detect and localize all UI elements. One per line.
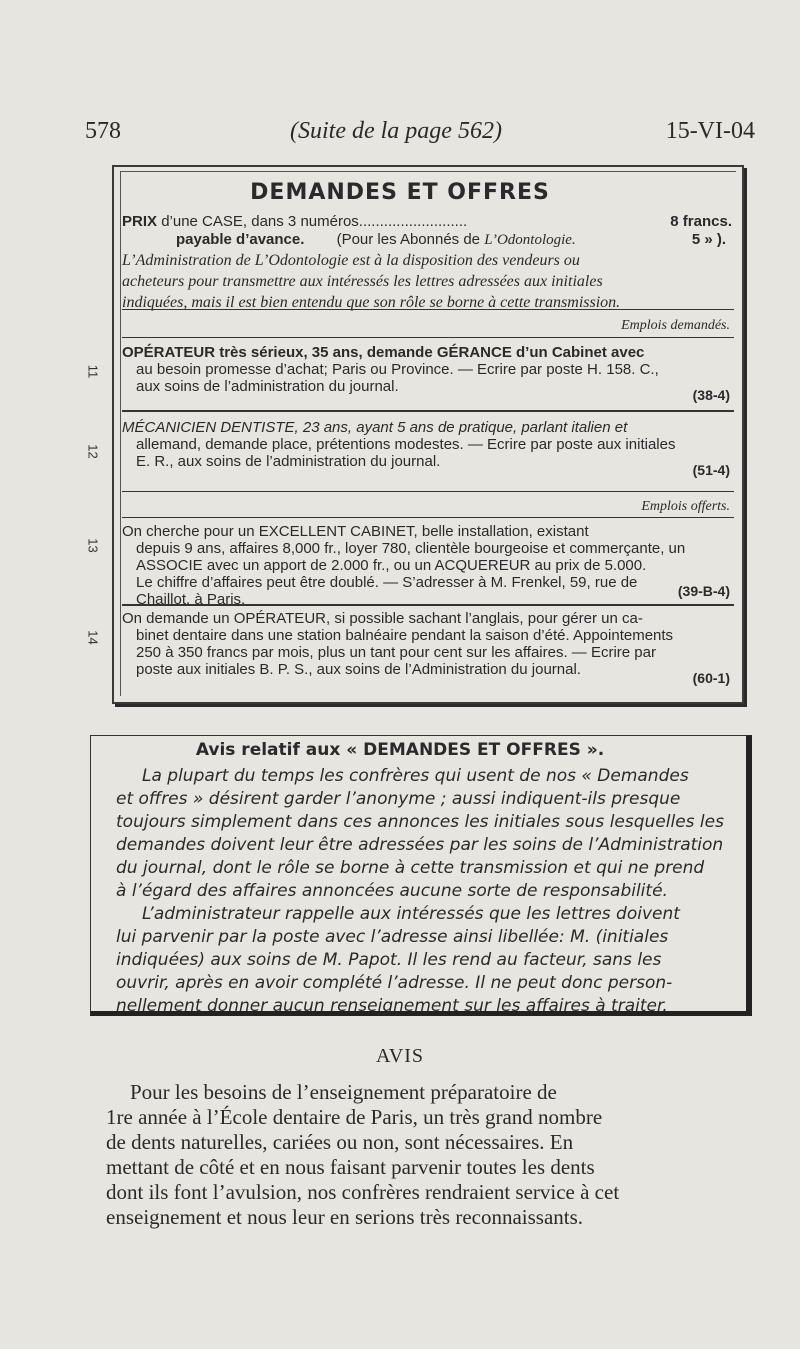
avis-line: enseignement et nous leur en serions très reconnaissants. (106, 1205, 584, 1229)
ad-code: (39-B-4) (677, 583, 730, 599)
notice-title: Avis relatif aux « DEMANDES ET OFFRES ». (195, 740, 605, 760)
administration-note (122, 250, 734, 313)
price-amount: 8 francs. (670, 213, 732, 230)
ad-line: aux soins de l’administration du journal. (136, 378, 399, 395)
side-number: 13 (85, 538, 101, 553)
price-label: PRIX (122, 213, 158, 230)
note-line: acheteurs pour transmettre aux intéressés les lettres adressées aux initiales (122, 273, 603, 290)
divider (122, 410, 734, 412)
ad-line: au besoin promesse d’achat; Paris ou Province. — Ecrire par poste H. 158. C., (136, 361, 659, 378)
avis-line: mettant de côté et en nous faisant parvenir toutes les dents (106, 1155, 595, 1179)
section-demand: Emplois demandés. (621, 318, 730, 333)
ad-line: Le chiffre d’affaires peut être doublé. — S’adresser à M. Frenkel, 59, rue de (136, 574, 638, 591)
side-number: 14 (85, 630, 101, 645)
avis-title: AVIS (375, 1045, 425, 1067)
avis-line: de dents naturelles, cariées ou non, sont nécessaires. En (106, 1130, 574, 1154)
notice-line: et offres » désirent garder l’anonyme ; aussi indiquent-ils presque (116, 789, 681, 809)
side-number: 12 (85, 444, 101, 459)
ad-line: depuis 9 ans, affaires 8,000 fr., loyer 780, clientèle bourgeoise et commerçante, un (136, 540, 686, 557)
classifieds-title: DEMANDES ET OFFRES (250, 180, 550, 205)
page-header (85, 118, 755, 158)
price-desc: d’une CASE, dans 3 numéros.......................... (161, 213, 468, 230)
ad-line: On demande un OPÉRATEUR, si possible sachant l’anglais, pour gérer un ca- (122, 610, 643, 627)
divider (122, 604, 734, 606)
price-line-1 (122, 213, 732, 230)
avis-line: Pour les besoins de l’enseignement préparatoire de (130, 1080, 557, 1104)
avis-paragraph (106, 1080, 736, 1230)
ad-line: On cherche pour un EXCELLENT CABINET, belle installation, existant (122, 523, 589, 540)
notice-line: demandes doivent leur être adressées par les soins de l’Administration (116, 835, 724, 855)
ad-line: 250 à 350 francs par mois, plus un tant pour cent sur les affaires. — Ecrire par (136, 644, 656, 661)
divider (122, 517, 734, 518)
note-line: L’Administration de L’Odontologie est à la disposition des vendeurs ou (122, 252, 580, 269)
issue-date: 15-VI-04 (665, 118, 755, 144)
divider (122, 491, 734, 492)
page-number: 578 (85, 118, 121, 144)
notice-line: nellement donner aucun renseignement sur les affaires à traiter. (116, 996, 668, 1016)
note-line: indiquées, mais il est bien entendu que son rôle se borne à cette transmission. (122, 294, 621, 311)
divider (122, 337, 734, 338)
notice-line: ouvrir, après en avoir complété l’adresse. Il ne peut donc person- (116, 973, 673, 993)
notice-line: La plupart du temps les confrères qui usent de nos « Demandes (142, 766, 689, 786)
notice-line: toujours simplement dans ces annonces les initiales sous lesquelles les (116, 812, 724, 832)
avis-line: dont ils font l’avulsion, nos confrères rendraient service à cet (106, 1180, 620, 1204)
continuation-note: (Suite de la page 562) (290, 118, 502, 144)
section-offer: Emplois offerts. (641, 499, 730, 514)
notice-line: du journal, dont le rôle se borne à cette transmission et qui ne prend (116, 858, 705, 878)
ad-code: (60-1) (692, 670, 730, 686)
ad-line: allemand, demande place, prétentions modestes. — Ecrire par poste aux initiales (136, 436, 676, 453)
subscriber-note: (Pour les Abonnés de (336, 231, 481, 248)
side-number: 11 (85, 364, 101, 379)
ad-code: (38-4) (692, 387, 730, 403)
ad-line: binet dentaire dans une station balnéaire pendant la saison d’été. Appointements (136, 627, 674, 644)
price-line-2 (176, 231, 732, 249)
notice-line: à l’égard des affaires annoncées aucune sorte de responsabilité. (116, 881, 668, 901)
notice-line: L’administrateur rappelle aux intéressés que les lettres doivent (142, 904, 680, 924)
ad-line: Chaillot, à Paris. (136, 591, 246, 608)
divider (122, 309, 734, 310)
ad-line: ASSOCIE avec un apport de 2.000 fr., ou un ACQUEREUR au prix de 5.000. (136, 557, 647, 574)
notice-line: lui parvenir par la poste avec l’adresse ainsi libellée: M. (initiales (116, 927, 669, 947)
avis-line: 1re année à l’École dentaire de Paris, un très grand nombre (106, 1105, 603, 1129)
ad-code: (51-4) (692, 462, 730, 478)
subscriber-price: 5 » ). (691, 231, 726, 248)
ad-line: E. R., aux soins de l’administration du journal. (136, 453, 441, 470)
ad-4 (122, 610, 734, 678)
ad-line: MÉCANICIEN DENTISTE, 23 ans, ayant 5 ans de pratique, parlant italien et (122, 419, 628, 436)
payable-label: payable d’avance. (176, 231, 305, 248)
ad-line: OPÉRATEUR très sérieux, 35 ans, demande GÉRANCE d’un Cabinet avec (122, 344, 645, 361)
notice-paragraph-2 (116, 903, 726, 1018)
journal-name: L’Odontologie. (484, 232, 576, 248)
ad-line: poste aux initiales B. P. S., aux soins de l’Administration du journal. (136, 661, 581, 678)
notice-line: indiquées) aux soins de M. Papot. Il les rend au facteur, sans les (116, 950, 662, 970)
notice-paragraph-1 (116, 765, 726, 903)
